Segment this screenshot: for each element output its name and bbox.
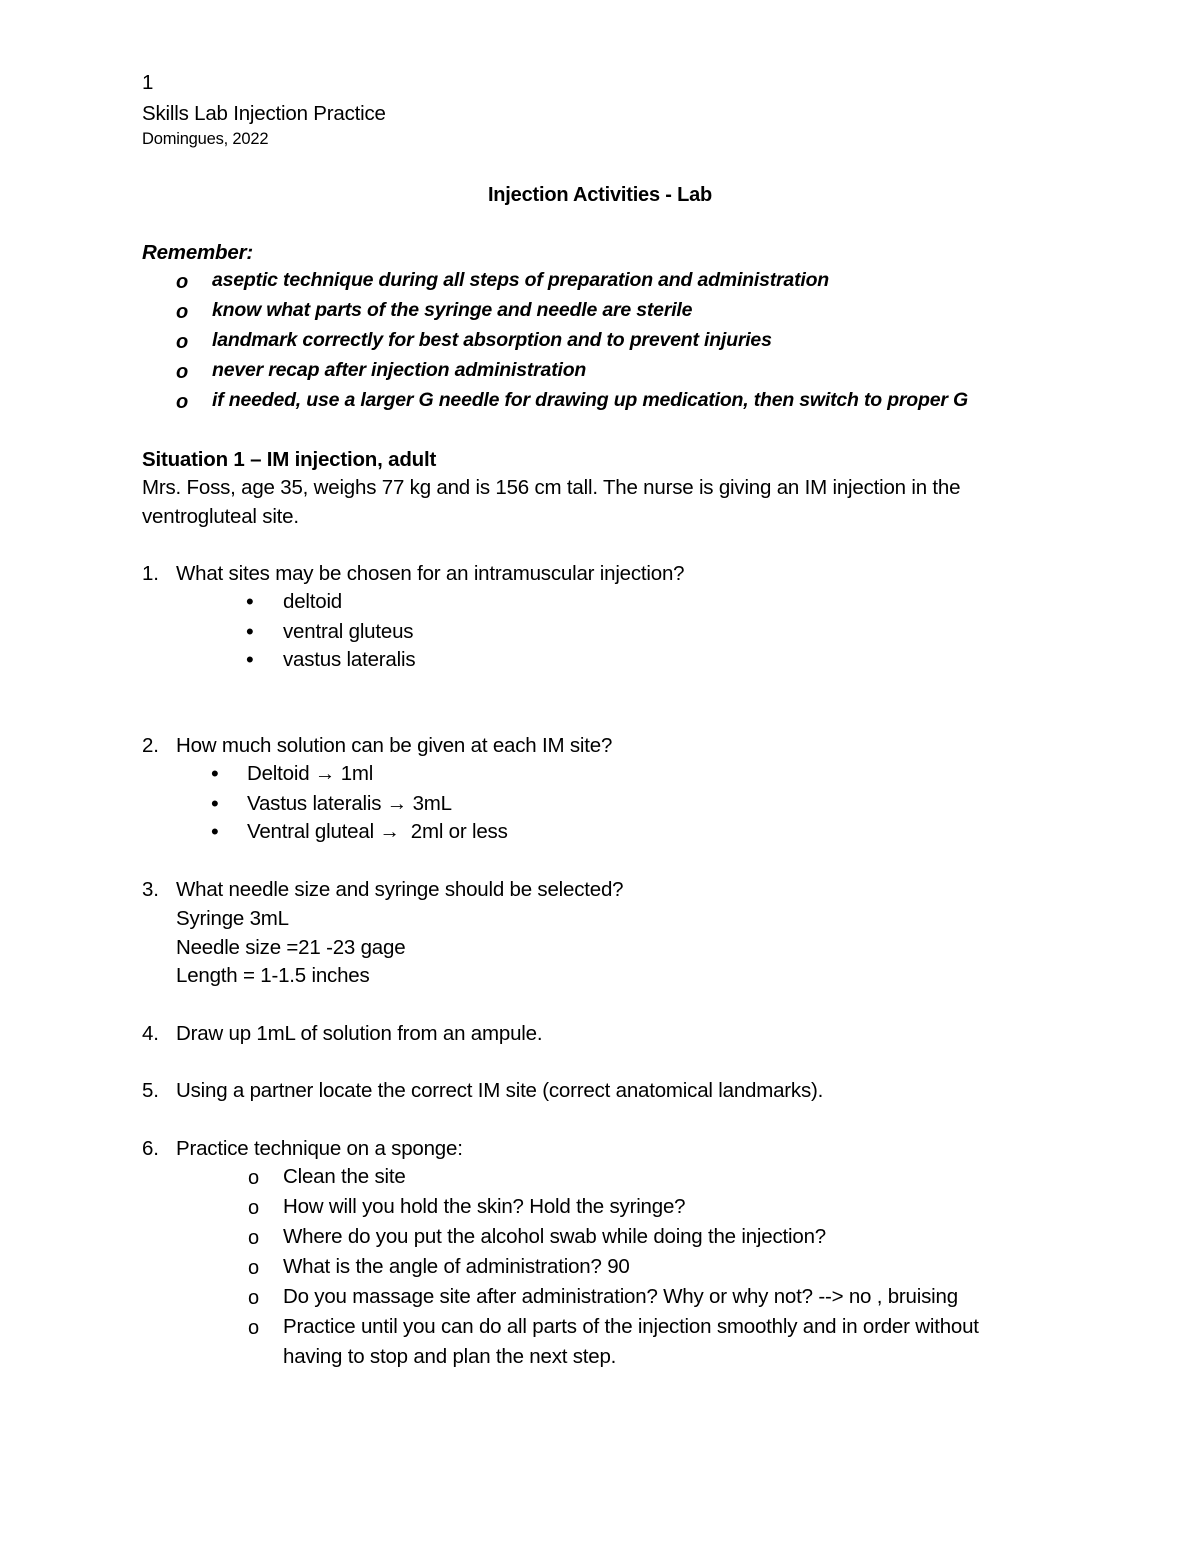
answer-line: Length = 1-1.5 inches <box>176 964 370 987</box>
circle-marker: o <box>248 1167 259 1189</box>
bullet-marker: • <box>246 619 254 644</box>
situation-heading: Situation 1 – IM injection, adult <box>142 448 437 471</box>
step-item-continued: having to stop and plan the next step. <box>283 1345 617 1368</box>
question-number: 4. <box>142 1022 159 1045</box>
page-number: 1 <box>142 71 154 94</box>
bullet-marker: • <box>211 761 219 786</box>
site-name: Ventral gluteal <box>247 820 374 843</box>
site-amount: 1ml <box>340 762 374 785</box>
bullet-marker: • <box>211 791 219 816</box>
answer-line: Syringe 3mL <box>176 907 289 930</box>
site-name: Deltoid <box>247 762 310 785</box>
question-text: Practice technique on a sponge: <box>176 1137 463 1160</box>
answer-line: Needle size =21 -23 gage <box>176 936 406 959</box>
list-marker: o <box>176 271 189 293</box>
step-item: Practice until you can do all parts of the injection smoothly and in order without <box>283 1315 979 1338</box>
answer-item: ventral gluteus <box>283 620 414 643</box>
arrow-icon: → <box>314 762 336 785</box>
step-item: Do you massage site after administration? Why or why not? --> no , bruising <box>283 1285 958 1308</box>
remember-item: aseptic technique during all steps of preparation and administration <box>212 269 829 291</box>
question-text: What sites may be chosen for an intramuscular injection? <box>176 562 685 585</box>
situation-text-line: Mrs. Foss, age 35, weighs 77 kg and is 156 cm tall. The nurse is giving an IM injection in the <box>142 476 961 499</box>
remember-label: Remember: <box>142 241 253 264</box>
arrow-icon: → <box>386 792 408 815</box>
question-text: Using a partner locate the correct IM site (correct anatomical landmarks). <box>176 1079 824 1102</box>
circle-marker: o <box>248 1257 259 1279</box>
document-title: Injection Activities - Lab <box>487 184 713 206</box>
question-number: 1. <box>142 562 159 585</box>
site-amount: 3mL <box>412 792 452 815</box>
bullet-marker: • <box>211 819 219 844</box>
circle-marker: o <box>248 1287 259 1309</box>
circle-marker: o <box>248 1317 259 1339</box>
course-title: Skills Lab Injection Practice <box>142 102 386 125</box>
list-marker: o <box>176 301 189 323</box>
answer-item: vastus lateralis <box>283 648 416 671</box>
step-item: How will you hold the skin? Hold the syringe? <box>283 1195 686 1218</box>
remember-item: know what parts of the syringe and needle are sterile <box>212 299 693 321</box>
arrow-icon: → <box>379 820 400 843</box>
remember-item: never recap after injection administration <box>212 359 587 381</box>
remember-item: landmark correctly for best absorption and to prevent injuries <box>212 329 772 351</box>
question-text: Draw up 1mL of solution from an ampule. <box>176 1022 543 1045</box>
step-item: What is the angle of administration? 90 <box>283 1255 630 1278</box>
question-text: What needle size and syringe should be selected? <box>176 878 624 901</box>
site-name: Vastus lateralis <box>247 792 382 815</box>
circle-marker: o <box>248 1227 259 1249</box>
remember-item: if needed, use a larger G needle for drawing up medication, then switch to proper G <box>212 389 968 411</box>
question-number: 5. <box>142 1079 159 1102</box>
answer-item <box>247 822 508 843</box>
list-marker: o <box>176 361 189 383</box>
circle-marker: o <box>248 1197 259 1219</box>
answer-item <box>247 764 373 785</box>
step-item: Where do you put the alcohol swab while doing the injection? <box>283 1225 826 1248</box>
list-marker: o <box>176 331 189 353</box>
question-number: 3. <box>142 878 159 901</box>
bullet-marker: • <box>246 647 254 672</box>
list-marker: o <box>176 391 189 413</box>
bullet-marker: • <box>246 589 254 614</box>
site-amount: 2ml or less <box>410 820 508 843</box>
question-number: 2. <box>142 734 159 757</box>
situation-text-line: ventrogluteal site. <box>142 505 299 528</box>
question-number: 6. <box>142 1137 159 1160</box>
step-item: Clean the site <box>283 1165 406 1188</box>
question-text: How much solution can be given at each IM site? <box>176 734 613 757</box>
author-year: Domingues, 2022 <box>142 130 269 148</box>
answer-item: deltoid <box>283 590 343 613</box>
answer-item <box>247 794 452 815</box>
